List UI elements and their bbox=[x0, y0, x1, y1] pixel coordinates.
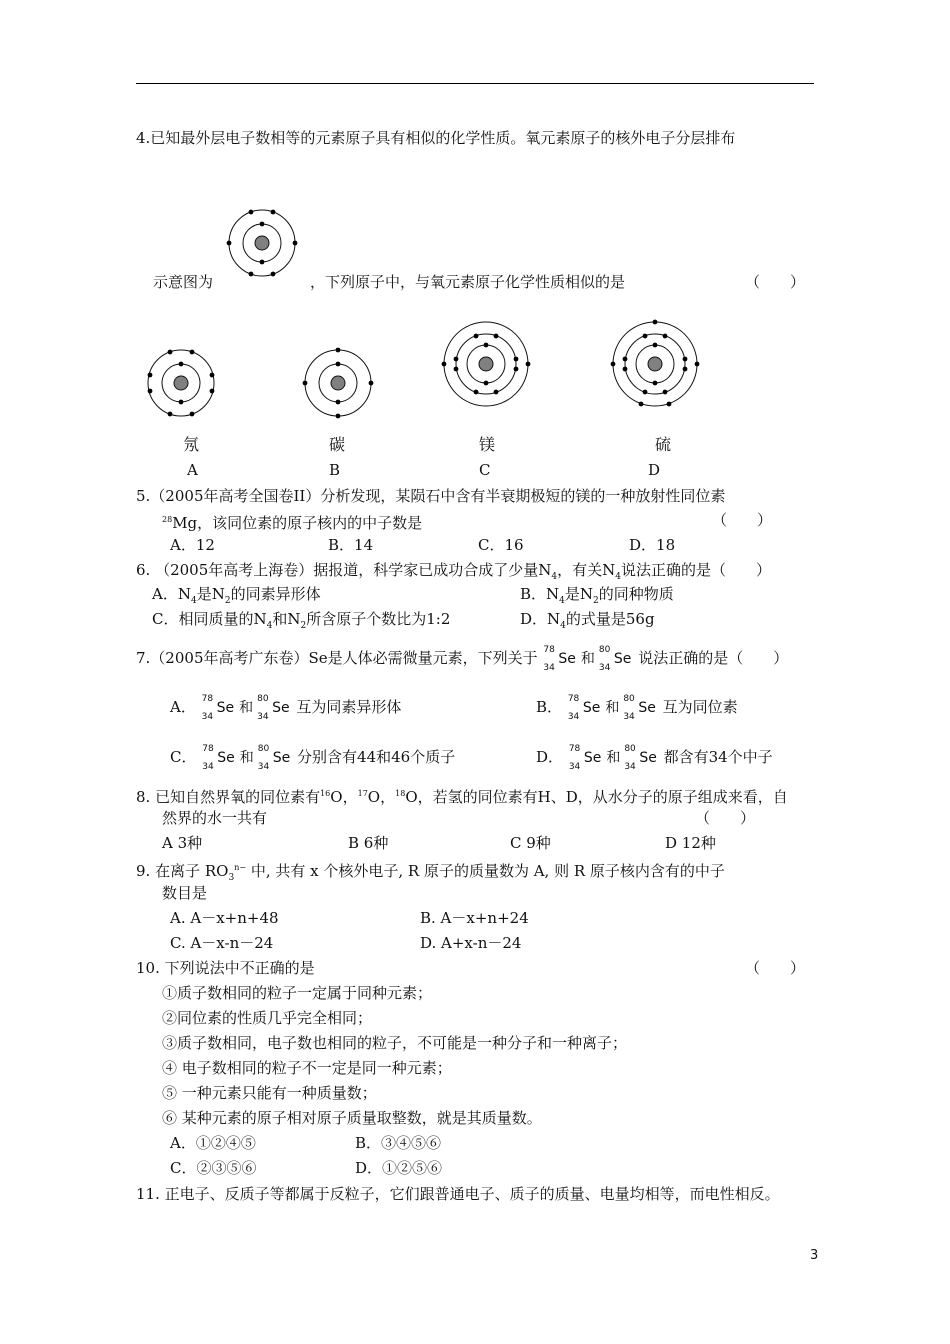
q9-option-b: B. A－x+n+24 bbox=[420, 909, 529, 927]
q4-option-b-name: 碳 bbox=[329, 435, 346, 454]
q8-option-b: B 6种 bbox=[348, 834, 389, 852]
page-number: 3 bbox=[810, 1248, 819, 1263]
q4-option-a-letter: A bbox=[187, 461, 198, 479]
q4-option-a-name: 氖 bbox=[183, 435, 200, 454]
q4-option-d-name: 硫 bbox=[655, 435, 672, 454]
q6-option-b: B．$N_4$是$N_2$的同种物质 bbox=[520, 585, 674, 606]
q10-statement-5: ⑤ 一种元素只能有一种质量数； bbox=[162, 1084, 377, 1102]
q5-option-a: A．12 bbox=[170, 536, 215, 554]
q6-option-d: D．$N_4$的式量是56g bbox=[520, 610, 655, 631]
q9-line1: 9. 在离子 $RO_3^{n-}$ 中, 共有 x 个核外电子, R 原子的质量数为 A, 则 R 原子核内含有的中子 bbox=[136, 862, 725, 883]
q10-option-d: D．①②⑤⑥ bbox=[355, 1159, 443, 1177]
q8-option-a: A 3种 bbox=[162, 834, 203, 852]
q6-line1: 6. （2005年高考上海卷）据报道，科学家已成功合成了少量$N_4$，有关$N_4$说法正确的是（ ） bbox=[136, 561, 772, 582]
q4-line2-prefix: 示意图为 bbox=[153, 273, 214, 291]
q5-line1: 5.（2005年高考全国卷II）分析发现，某陨石中含有半衰期极短的镁的一种放射性同位素 bbox=[136, 487, 726, 505]
q10-statement-1: ①质子数相同的粒子一定属于同种元素； bbox=[162, 984, 433, 1002]
q7-option-a: A． 78 34 Se 和 80 34 Se 互为同素异形体 bbox=[170, 694, 402, 722]
neon-atom-diagram bbox=[143, 345, 219, 421]
q10-option-b: B．③④⑤⑥ bbox=[355, 1134, 442, 1152]
q11-line1: 11. 正电子、反质子等都属于反粒子，它们跟普通电子、质子的质量、电量均相等，而电性相反。 bbox=[136, 1185, 780, 1203]
q8-option-d: D 12种 bbox=[665, 834, 716, 852]
q4-option-c-name: 镁 bbox=[479, 435, 496, 454]
q10-statement-3: ③质子数相同，电子数也相同的粒子，不可能是一种分子和一种离子； bbox=[162, 1034, 628, 1052]
q10-statement-4: ④ 电子数相同的粒子不一定是同一种元素； bbox=[162, 1059, 452, 1077]
q9-option-c: C. A－x-n－24 bbox=[170, 934, 274, 952]
q6-option-c: C．相同质量的$N_4$和$N_2$所含原子个数比为1:2 bbox=[152, 610, 451, 631]
q7-line1: 7.（2005年高考广东卷）Se是人体必需微量元素，下列关于 78 34 Se 和 80 34 Se 说法正确的是（ ） bbox=[136, 645, 789, 673]
q4-answer-paren: （ ） bbox=[745, 273, 806, 291]
q6-option-a: A．$N_4$是$N_2$的同素异形体 bbox=[152, 585, 321, 606]
magnesium-atom-diagram bbox=[440, 318, 532, 410]
q10-option-c: C．②③⑤⑥ bbox=[170, 1159, 257, 1177]
q4-option-c-letter: C bbox=[479, 461, 491, 479]
q4-option-d-letter: D bbox=[648, 461, 661, 479]
q7-option-c: C． 78 34 Se 和 80 34 Se 分别含有44和46个质子 bbox=[170, 744, 456, 772]
q8-line2: 然界的水一共有 bbox=[162, 809, 268, 827]
sulfur-atom-diagram bbox=[609, 318, 701, 410]
q8-answer-paren: （ ） bbox=[695, 809, 756, 827]
q9-line2: 数目是 bbox=[162, 884, 208, 902]
carbon-atom-diagram bbox=[300, 345, 376, 421]
q5-option-d: D．18 bbox=[629, 536, 676, 554]
q5-answer-paren: （ ） bbox=[712, 511, 773, 529]
q7-option-b: B． 78 34 Se 和 80 34 Se 互为同位素 bbox=[536, 694, 738, 722]
q9-option-d: D. A+x-n－24 bbox=[420, 934, 522, 952]
q8-line1: 8. 已知自然界氧的同位素有$^{16}$O，$^{17}$O，$^{18}$O，若氢的同位素有H、D，从水分子的原子组成来看，自 bbox=[136, 788, 788, 806]
q10-line1: 10. 下列说法中不正确的是 bbox=[136, 959, 315, 977]
q10-answer-paren: （ ） bbox=[745, 959, 806, 977]
q5-element-symbol: Mg bbox=[172, 514, 198, 532]
header-rule bbox=[136, 83, 814, 84]
q5-option-c: C．16 bbox=[478, 536, 524, 554]
q5-line2 bbox=[162, 510, 422, 533]
q4-line2-suffix: ，下列原子中，与氧元素原子化学性质相似的是 bbox=[310, 273, 626, 291]
q8-option-c: C 9种 bbox=[510, 834, 551, 852]
q5-option-b: B．14 bbox=[328, 536, 374, 554]
oxygen-atom-diagram bbox=[224, 205, 300, 281]
q5-line2-text: ，该同位素的原子核内的中子数是 bbox=[197, 514, 423, 532]
q10-statement-6: ⑥ 某种元素的原子相对原子质量取整数，就是其质量数。 bbox=[162, 1109, 542, 1127]
q4-option-b-letter: B bbox=[329, 461, 341, 479]
q7-option-d: D． 78 34 Se 和 80 34 Se 都含有34个中子 bbox=[536, 744, 773, 772]
q4-line1: 4.已知最外层电子数相等的元素原子具有相似的化学性质。氧元素原子的核外电子分层排布 bbox=[136, 129, 736, 147]
q9-option-a: A. A－x+n+48 bbox=[170, 909, 279, 927]
q10-statement-2: ②同位素的性质几乎完全相同； bbox=[162, 1009, 373, 1027]
q10-option-a: A．①②④⑤ bbox=[170, 1134, 256, 1152]
q5-mass-number: 28 bbox=[162, 515, 173, 524]
